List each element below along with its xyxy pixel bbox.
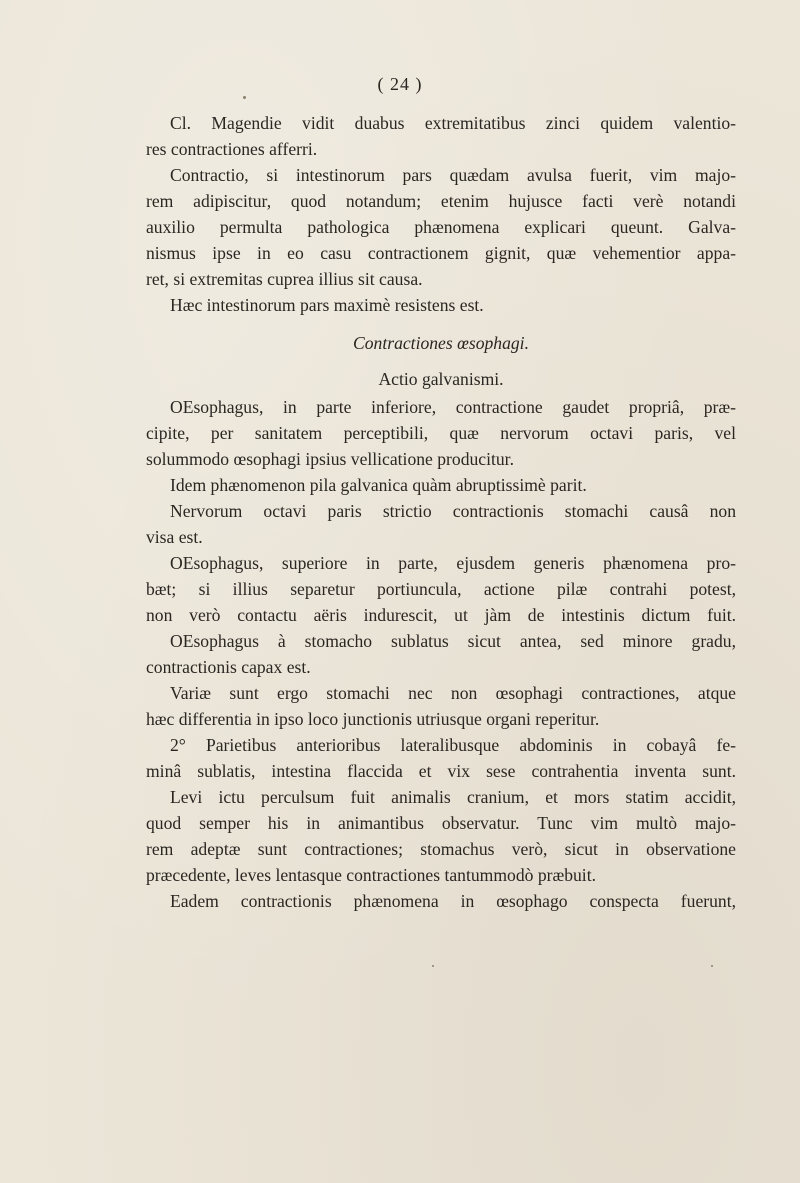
text-line: Contractio, si intestinorum pars quædam avulsa fuerit, vim majo- [170, 165, 736, 185]
paragraph [146, 162, 736, 292]
paragraph [146, 680, 736, 732]
text-line: res contractiones afferri. [146, 139, 318, 159]
text-line: quod semper his in animantibus observatur. Tunc vim multò majo- [146, 813, 736, 833]
ink-speck [243, 96, 246, 99]
text-line: Variæ sunt ergo stomachi nec non œsophagi contractiones, atque [170, 683, 736, 703]
paragraph [146, 784, 736, 888]
text-line: OEsophagus, in parte inferiore, contractione gaudet propriâ, præ- [170, 397, 736, 417]
text-line: visa est. [146, 527, 203, 547]
paragraph [146, 550, 736, 628]
text-line: rem adipiscitur, quod notandum; etenim hujusce facti verè notandi [146, 191, 736, 211]
body-text [146, 110, 736, 914]
section-title: Contractiones œsophagi. [353, 333, 529, 353]
subsection-title: Actio galvanismi. [378, 369, 504, 389]
ink-speck [432, 965, 434, 967]
text-part-2 [146, 394, 736, 914]
text-line: præcedente, leves lentasque contractiones tantummodò præbuit. [146, 865, 596, 885]
paragraph [146, 394, 736, 472]
text-line: auxilio permulta pathologica phænomena explicari queunt. Galva- [146, 217, 736, 237]
text-part-1 [146, 110, 736, 318]
text-line: nismus ipse in eo casu contractionem gignit, quæ vehementior appa- [146, 243, 736, 263]
text-line: hæc differentia in ipso loco junctionis utriusque organi reperitur. [146, 709, 600, 729]
text-line: contractionis capax est. [146, 657, 311, 677]
text-line: non verò contactu aëris indurescit, ut jàm de intestinis dictum fuit. [146, 605, 736, 625]
text-line: Cl. Magendie vidit duabus extremitatibus zinci quidem valentio- [170, 113, 736, 133]
text-line: cipite, per sanitatem perceptibili, quæ nervorum octavi paris, vel [146, 423, 736, 443]
text-line: Levi ictu perculsum fuit animalis cranium, et mors statim accidit, [170, 787, 736, 807]
text-line: Nervorum octavi paris strictio contractionis stomachi causâ non [170, 501, 736, 521]
text-line: Eadem contractionis phænomena in œsophago conspecta fuerunt, [170, 891, 736, 911]
text-line: 2° Parietibus anterioribus lateralibusque abdominis in cobayâ fe- [170, 735, 736, 755]
text-line: bæt; si illius separetur portiuncula, actione pilæ contrahi potest, [146, 579, 736, 599]
text-line: ret, si extremitas cuprea illius sit causa. [146, 269, 423, 289]
paragraph [146, 888, 736, 914]
paragraph [146, 110, 736, 162]
paragraph [146, 732, 736, 784]
text-line: OEsophagus à stomacho sublatus sicut antea, sed minore gradu, [170, 631, 736, 651]
text-line: Idem phænomenon pila galvanica quàm abruptissimè parit. [170, 475, 587, 495]
paragraph [146, 498, 736, 550]
paragraph [146, 628, 736, 680]
text-line: OEsophagus, superiore in parte, ejusdem generis phænomena pro- [170, 553, 736, 573]
paragraph [146, 472, 736, 498]
text-line: rem adeptæ sunt contractiones; stomachus verò, sicut in observatione [146, 839, 736, 859]
text-line: Hæc intestinorum pars maximè resistens est. [170, 295, 484, 315]
ink-speck [711, 965, 713, 967]
text-line: minâ sublatis, intestina flaccida et vix sese contrahentia inventa sunt. [146, 761, 736, 781]
page-number: ( 24 ) [377, 74, 423, 94]
text-line: solummodo œsophagi ipsius vellicatione producitur. [146, 449, 514, 469]
paragraph [146, 292, 736, 318]
